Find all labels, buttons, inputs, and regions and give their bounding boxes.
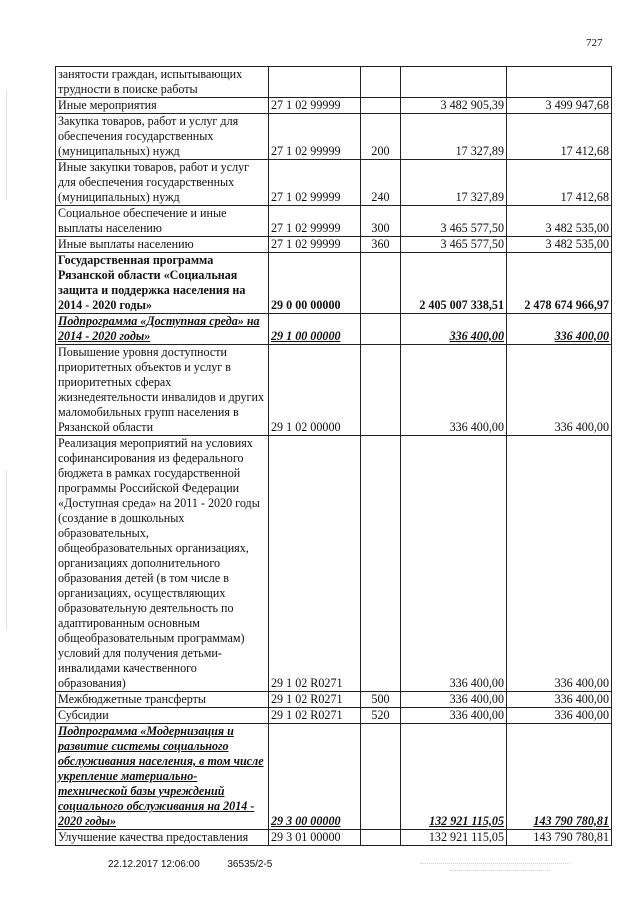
row-name-cell bbox=[56, 98, 269, 114]
row-value-2020-cell bbox=[507, 114, 612, 160]
footer-datetime: 22.12.2017 12:06:00 bbox=[108, 859, 200, 870]
row-code-cell bbox=[269, 114, 361, 160]
row-value-2019-cell bbox=[401, 253, 507, 314]
row-type-text: 200 bbox=[371, 144, 390, 158]
row-value-2019-text: 336 400,00 bbox=[449, 708, 504, 722]
row-code-cell bbox=[269, 98, 361, 114]
row-code-text: 27 1 02 99999 bbox=[271, 98, 341, 112]
row-code-cell bbox=[269, 160, 361, 206]
row-type-cell bbox=[361, 724, 401, 830]
row-value-2019-text: 3 482 905,39 bbox=[440, 98, 504, 112]
row-code-text: 29 1 02 R0271 bbox=[271, 708, 343, 722]
row-value-2020-text: 336 400,00 bbox=[554, 692, 609, 706]
row-name-text: Социальное обеспечение и иные выплаты населению bbox=[58, 206, 227, 235]
row-value-2019-text: 3 465 577,50 bbox=[440, 237, 504, 251]
table-row bbox=[56, 436, 612, 692]
row-value-2020-cell bbox=[507, 724, 612, 830]
table-row bbox=[56, 206, 612, 237]
row-value-2019-cell bbox=[401, 114, 507, 160]
row-value-2020-text: 3 482 535,00 bbox=[545, 221, 609, 235]
row-type-text: 240 bbox=[371, 190, 390, 204]
row-value-2019-cell bbox=[401, 830, 507, 846]
row-value-2020-text: 336 400,00 bbox=[554, 676, 609, 690]
row-value-2020-cell bbox=[507, 436, 612, 692]
budget-table bbox=[55, 66, 612, 846]
row-value-2019-text: 2 405 007 338,51 bbox=[419, 298, 504, 312]
row-value-2020-text: 336 400,00 bbox=[554, 708, 609, 722]
row-type-cell bbox=[361, 345, 401, 436]
row-type-cell bbox=[361, 830, 401, 846]
table-row bbox=[56, 67, 612, 98]
row-type-text: 360 bbox=[371, 237, 390, 251]
row-name-text: Подпрограмма «Модернизация и развитие системы социального обслуживания населения, в том числе укрепление материально-технической базы учреждений социального обслуживания на 2014 - 2020 годы» bbox=[58, 724, 264, 828]
table-row bbox=[56, 98, 612, 114]
row-type-cell bbox=[361, 436, 401, 692]
row-value-2020-text: 17 412,68 bbox=[560, 144, 609, 158]
row-code-text: 27 1 02 99999 bbox=[271, 144, 341, 158]
row-value-2019-cell bbox=[401, 314, 507, 345]
row-code-text: 29 1 02 R0271 bbox=[271, 676, 343, 690]
row-code-cell bbox=[269, 724, 361, 830]
row-name-cell bbox=[56, 708, 269, 724]
row-code-text: 27 1 02 99999 bbox=[271, 237, 341, 251]
table-row bbox=[56, 724, 612, 830]
row-name-text: Закупка товаров, работ и услуг для обеспечения государственных (муниципальных) нужд bbox=[58, 114, 239, 158]
row-value-2019-cell bbox=[401, 692, 507, 708]
row-name-text: Государственная программа Рязанской области «Социальная защита и поддержка населения на 2014 - 2020 годы» bbox=[58, 253, 246, 312]
row-value-2019-cell bbox=[401, 98, 507, 114]
row-value-2020-text: 336 400,00 bbox=[554, 420, 609, 434]
row-code-cell bbox=[269, 67, 361, 98]
row-code-cell bbox=[269, 692, 361, 708]
row-value-2019-cell bbox=[401, 237, 507, 253]
row-value-2019-text: 132 921 115,05 bbox=[428, 830, 504, 844]
footer-stamp bbox=[108, 859, 272, 870]
row-value-2020-text: 3 499 947,68 bbox=[545, 98, 609, 112]
row-name-text: Иные выплаты населению bbox=[58, 237, 194, 251]
row-name-cell bbox=[56, 67, 269, 98]
row-value-2020-cell bbox=[507, 692, 612, 708]
row-type-cell bbox=[361, 692, 401, 708]
row-code-text: 29 1 00 00000 bbox=[271, 329, 341, 343]
row-value-2020-cell bbox=[507, 67, 612, 98]
row-name-cell bbox=[56, 253, 269, 314]
row-type-cell bbox=[361, 114, 401, 160]
row-value-2020-cell bbox=[507, 98, 612, 114]
row-value-2019-cell bbox=[401, 206, 507, 237]
row-code-text: 27 1 02 99999 bbox=[271, 221, 341, 235]
row-value-2020-text: 143 790 780,81 bbox=[533, 830, 609, 844]
row-type-text: 520 bbox=[371, 708, 390, 722]
margin-scan-mark bbox=[6, 470, 7, 630]
table-row bbox=[56, 692, 612, 708]
row-code-text: 29 0 00 00000 bbox=[271, 298, 341, 312]
table-row bbox=[56, 114, 612, 160]
row-code-cell bbox=[269, 253, 361, 314]
row-value-2020-text: 2 478 674 966,97 bbox=[524, 298, 609, 312]
row-name-cell bbox=[56, 237, 269, 253]
budget-table-body bbox=[56, 67, 612, 846]
row-value-2019-text: 17 327,89 bbox=[455, 190, 504, 204]
row-value-2019-cell bbox=[401, 345, 507, 436]
row-value-2020-text: 143 790 780,81 bbox=[533, 814, 609, 828]
row-code-cell bbox=[269, 206, 361, 237]
row-value-2020-cell bbox=[507, 708, 612, 724]
row-type-cell bbox=[361, 206, 401, 237]
row-value-2020-text: 17 412,68 bbox=[560, 190, 609, 204]
table-row bbox=[56, 160, 612, 206]
row-value-2019-text: 17 327,89 bbox=[455, 144, 504, 158]
row-type-cell bbox=[361, 98, 401, 114]
row-value-2019-cell bbox=[401, 160, 507, 206]
row-value-2019-cell bbox=[401, 708, 507, 724]
row-type-cell bbox=[361, 314, 401, 345]
row-name-cell bbox=[56, 692, 269, 708]
row-value-2020-text: 3 482 535,00 bbox=[545, 237, 609, 251]
table-row bbox=[56, 345, 612, 436]
row-code-cell bbox=[269, 345, 361, 436]
row-value-2020-cell bbox=[507, 237, 612, 253]
row-value-2019-text: 3 465 577,50 bbox=[440, 221, 504, 235]
table-row bbox=[56, 708, 612, 724]
row-name-cell bbox=[56, 724, 269, 830]
row-value-2020-text: 336 400,00 bbox=[554, 329, 609, 343]
row-name-cell bbox=[56, 160, 269, 206]
row-name-cell bbox=[56, 206, 269, 237]
row-type-cell bbox=[361, 237, 401, 253]
row-type-cell bbox=[361, 160, 401, 206]
row-value-2019-cell bbox=[401, 67, 507, 98]
row-name-text: Иные мероприятия bbox=[58, 98, 157, 112]
row-code-cell bbox=[269, 237, 361, 253]
row-name-text: Иные закупки товаров, работ и услуг для обеспечения государственных (муниципальных) нужд bbox=[58, 160, 250, 204]
row-value-2019-cell bbox=[401, 436, 507, 692]
row-name-cell bbox=[56, 314, 269, 345]
row-value-2020-cell bbox=[507, 253, 612, 314]
faint-footer-stamp bbox=[420, 857, 570, 871]
row-value-2019-cell bbox=[401, 724, 507, 830]
row-name-cell bbox=[56, 114, 269, 160]
row-code-text: 29 1 02 00000 bbox=[271, 420, 341, 434]
row-value-2019-text: 336 400,00 bbox=[449, 420, 504, 434]
row-type-cell bbox=[361, 708, 401, 724]
row-value-2020-cell bbox=[507, 160, 612, 206]
row-value-2020-cell bbox=[507, 314, 612, 345]
row-name-text: Реализация мероприятий на условиях софинансирования из федерального бюджета в рамках государственной программы Российской Федерации «Доступная среда» на 2011 - 2020 годы (создание в дошкольных образовательных, общеобразовательных организациях, организациях дополнительного образования детей (в том числе в организациях, осуществляющих образовательную деятельность по адаптированным основным общеобразовательным программам) условий для получения детьми-инвалидами качественного образования) bbox=[58, 436, 260, 690]
row-name-cell bbox=[56, 830, 269, 846]
row-name-text: Повышение уровня доступности приоритетных объектов и услуг в приоритетных сферах жизнедеятельности инвалидов и других маломобильных групп населения в Рязанской области bbox=[58, 345, 265, 434]
row-code-cell bbox=[269, 708, 361, 724]
row-type-cell bbox=[361, 67, 401, 98]
row-type-text: 500 bbox=[371, 692, 390, 706]
row-name-text: Подпрограмма «Доступная среда» на 2014 - 2020 годы» bbox=[58, 314, 260, 343]
row-value-2019-text: 336 400,00 bbox=[449, 692, 504, 706]
row-name-text: Субсидии bbox=[58, 708, 109, 722]
row-name-text: Улучшение качества предоставления bbox=[58, 830, 249, 844]
page-number: 727 bbox=[586, 37, 603, 49]
row-code-text: 29 1 02 R0271 bbox=[271, 692, 343, 706]
table-row bbox=[56, 237, 612, 253]
row-code-cell bbox=[269, 314, 361, 345]
table-row bbox=[56, 830, 612, 846]
row-name-text: Межбюджетные трансферты bbox=[58, 692, 207, 706]
margin-scan-mark bbox=[6, 90, 7, 200]
row-value-2019-text: 336 400,00 bbox=[449, 676, 504, 690]
row-value-2020-cell bbox=[507, 830, 612, 846]
row-code-text: 29 3 00 00000 bbox=[271, 814, 341, 828]
row-name-cell bbox=[56, 345, 269, 436]
row-value-2020-cell bbox=[507, 206, 612, 237]
row-code-cell bbox=[269, 830, 361, 846]
row-type-cell bbox=[361, 253, 401, 314]
row-code-text: 27 1 02 99999 bbox=[271, 190, 341, 204]
row-value-2019-text: 132 921 115,05 bbox=[429, 814, 504, 828]
row-name-text: занятости граждан, испытывающих трудности в поиске работы bbox=[58, 67, 243, 96]
row-code-text: 29 3 01 00000 bbox=[271, 830, 341, 844]
table-row bbox=[56, 314, 612, 345]
table-row bbox=[56, 253, 612, 314]
footer-doc-id: 36535/2-5 bbox=[227, 859, 273, 870]
row-type-text: 300 bbox=[371, 221, 390, 235]
row-name-cell bbox=[56, 436, 269, 692]
row-value-2019-text: 336 400,00 bbox=[449, 329, 504, 343]
row-code-cell bbox=[269, 436, 361, 692]
row-value-2020-cell bbox=[507, 345, 612, 436]
